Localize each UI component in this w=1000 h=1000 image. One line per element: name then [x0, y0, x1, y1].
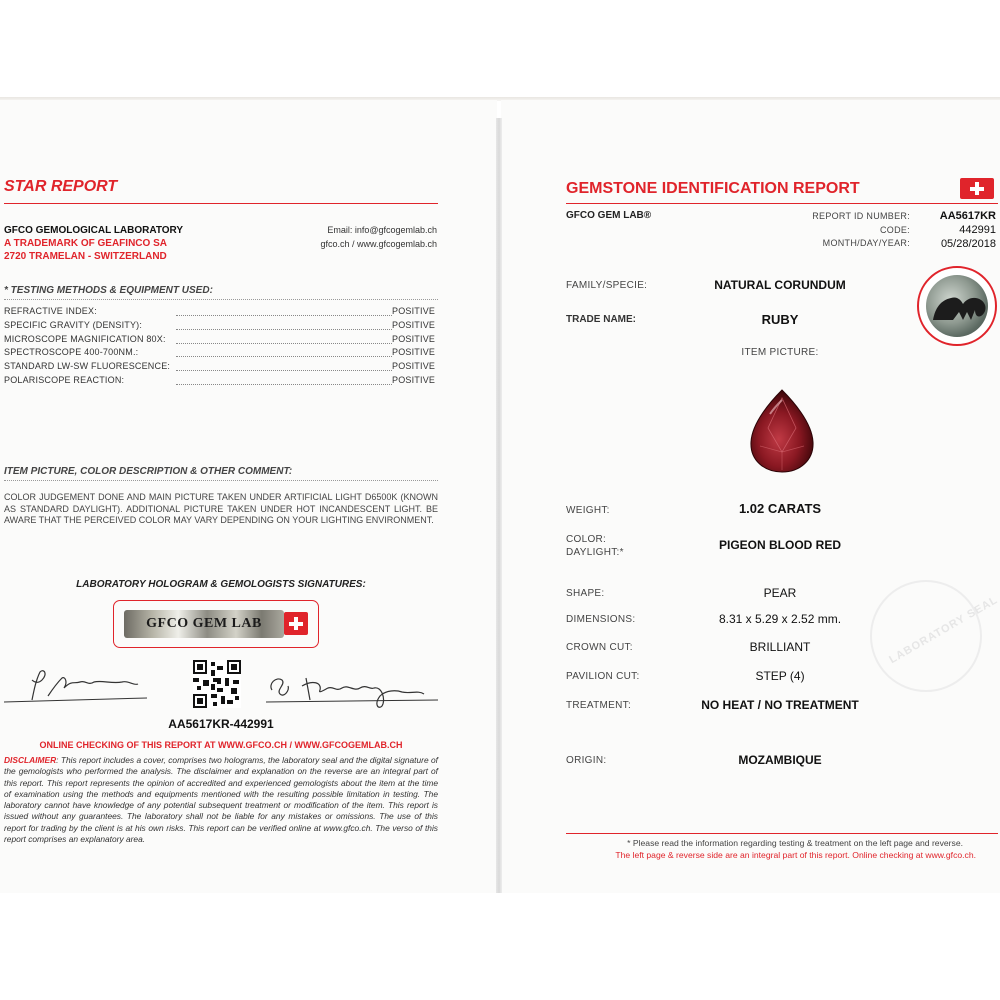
method-result: POSITIVE: [392, 306, 436, 316]
online-check-note: ONLINE CHECKING OF THIS REPORT AT WWW.GFCO.CH / WWW.GFCOGEMLAB.CH: [39, 740, 403, 750]
gemstone-report-title: GEMSTONE IDENTIFICATION REPORT: [566, 180, 860, 197]
comment-text: COLOR JUDGEMENT DONE AND MAIN PICTURE TAKEN UNDER ARTIFICIAL LIGHT D6500K (KNOWN AS STANDARD DAYLIGHT). ADDITIONAL PICTURE TAKEN UNDER HOT INCANDESCENT LIGHT. BE AWARE THAT THE PERCEIVED COLOR MAY VARY DEPENDING ON YOUR LIGHTING ENVIRONMENT.: [4, 492, 438, 526]
star-report-title: STAR REPORT: [4, 178, 118, 195]
origin-label: ORIGIN:: [566, 755, 607, 766]
method-name: SPECTROSCOPE 400-700NM.:: [4, 347, 139, 358]
page-fold: [496, 118, 502, 893]
comment-heading: ITEM PICTURE, COLOR DESCRIPTION & OTHER COMMENT:: [4, 466, 293, 477]
crown-label: CROWN CUT:: [566, 642, 633, 653]
method-leader: [176, 343, 392, 344]
swiss-flag-icon: [960, 178, 994, 199]
disclaimer: [4, 755, 438, 845]
method-result: POSITIVE: [392, 333, 436, 344]
method-row: [4, 306, 438, 320]
shape-label: SHAPE:: [566, 588, 605, 599]
methods-heading: * TESTING METHODS & EQUIPMENT USED:: [4, 285, 213, 296]
laboratory-seal: [870, 580, 1000, 692]
hologram-icon: [917, 266, 997, 346]
method-row: [4, 334, 438, 348]
method-leader: [176, 329, 392, 330]
dimensions-label: DIMENSIONS:: [566, 614, 636, 625]
methods-list: [4, 306, 438, 389]
code-label: CODE:: [879, 225, 910, 235]
lab-trademark: A TRADEMARK OF GEAFINCO SA: [4, 238, 167, 249]
right-title-rule: [566, 203, 998, 204]
trade-value: RUBY: [761, 312, 799, 327]
method-leader: [176, 384, 392, 385]
color-label: COLOR:: [566, 534, 607, 545]
origin-value: MOZAMBIQUE: [738, 753, 822, 767]
treatment-value: NO HEAT / NO TREATMENT: [701, 698, 859, 712]
footnote-1: * Please read the information regarding testing & treatment on the left page and reverse.: [627, 838, 963, 848]
comment-rule: [4, 480, 438, 481]
report-id-label: REPORT ID NUMBER:: [812, 211, 910, 221]
family-value: NATURAL CORUNDUM: [714, 278, 846, 292]
lab-name: GFCO GEMOLOGICAL LABORATORY: [4, 225, 184, 236]
dimensions-value: 8.31 x 5.29 x 2.52 mm.: [718, 612, 842, 626]
method-row: [4, 361, 438, 375]
method-name: POLARISCOPE REACTION:: [4, 374, 125, 385]
hologram-heading: LABORATORY HOLOGRAM & GEMOLOGISTS SIGNATURES:: [76, 579, 366, 590]
method-result: POSITIVE: [392, 361, 436, 372]
trade-label: TRADE NAME:: [566, 314, 636, 325]
brand-name: GFCO GEM LAB®: [566, 210, 652, 221]
pavilion-value: STEP (4): [755, 669, 805, 683]
seal-text: LABORATORY SEAL: [887, 593, 1000, 667]
method-row: [4, 347, 438, 361]
footnote-2: The left page & reverse side are an integral part of this report. Online checking at www.gfco.ch.: [615, 850, 976, 860]
lab-websites: gfco.ch / www.gfcogemlab.ch: [320, 239, 437, 249]
code-value: 442991: [959, 224, 996, 236]
method-name: MICROSCOPE MAGNIFICATION 80X:: [4, 333, 166, 344]
method-leader: [176, 315, 392, 316]
swiss-flag-icon: [284, 612, 308, 635]
method-leader: [176, 356, 392, 357]
lab-email: Email: info@gfcogemlab.ch: [327, 225, 437, 235]
method-name: STANDARD LW-SW FLUORESCENCE:: [4, 361, 171, 372]
hologram-text: GFCO GEM LAB: [146, 616, 262, 631]
report-code: AA5617KR-442991: [168, 717, 274, 731]
crown-value: BRILLIANT: [749, 640, 811, 654]
date-label: MONTH/DAY/YEAR:: [822, 238, 910, 248]
disclaimer-label: DISCLAIMER: [4, 755, 57, 765]
ruby-gem-icon: [748, 388, 816, 474]
daylight-label: DAYLIGHT:*: [566, 547, 624, 558]
disclaimer-text: : This report includes a cover, comprises two holograms, the laboratory seal and the digital signature of the gemologists who performed the analysis. The disclaimer and explanation on the reverse are an integral part of this report. This report represents the opinion of accredited and experienced gemologists about the item at the time of examination using the methods and equipments mentioned with the resulting possible limitation in testing. The laboratory cannot have knowledge of any potential subsequent treatment or modification of the item. This report is issued without any guarantees. The laboratory shall not be liable for any mistakes or omissions. The use of this report for trading by the client is at his own risks. This report can be verified online at www.gfco.ch. The verso of this report comprises an explanatory area.: [4, 755, 438, 845]
method-result: POSITIVE: [392, 374, 436, 385]
qr-code-icon: [193, 660, 241, 708]
method-row: [4, 375, 438, 389]
signature-icon: [2, 660, 152, 708]
lab-address: 2720 TRAMELAN - SWITZERLAND: [4, 251, 167, 262]
pavilion-label: PAVILION CUT:: [566, 671, 640, 682]
report-id: AA5617KR: [939, 210, 996, 222]
method-name: REFRACTIVE INDEX:: [4, 306, 97, 316]
left-title-rule: [4, 203, 438, 204]
methods-rule: [4, 299, 438, 300]
weight-value: 1.02 CARATS: [738, 501, 822, 516]
date-value: 05/28/2018: [940, 238, 996, 250]
shape-value: PEAR: [763, 586, 797, 600]
family-label: FAMILY/SPECIE:: [566, 280, 648, 291]
method-name: SPECIFIC GRAVITY (DENSITY):: [4, 319, 143, 330]
signature-icon: [262, 660, 440, 712]
weight-label: WEIGHT:: [566, 505, 610, 516]
item-picture-label: ITEM PICTURE:: [741, 347, 819, 358]
treatment-label: TREATMENT:: [566, 700, 632, 711]
color-value: PIGEON BLOOD RED: [718, 538, 841, 552]
method-result: POSITIVE: [392, 319, 436, 330]
method-leader: [176, 370, 392, 371]
method-row: [4, 320, 438, 334]
method-result: POSITIVE: [392, 347, 436, 358]
footnote-rule: [566, 833, 998, 834]
